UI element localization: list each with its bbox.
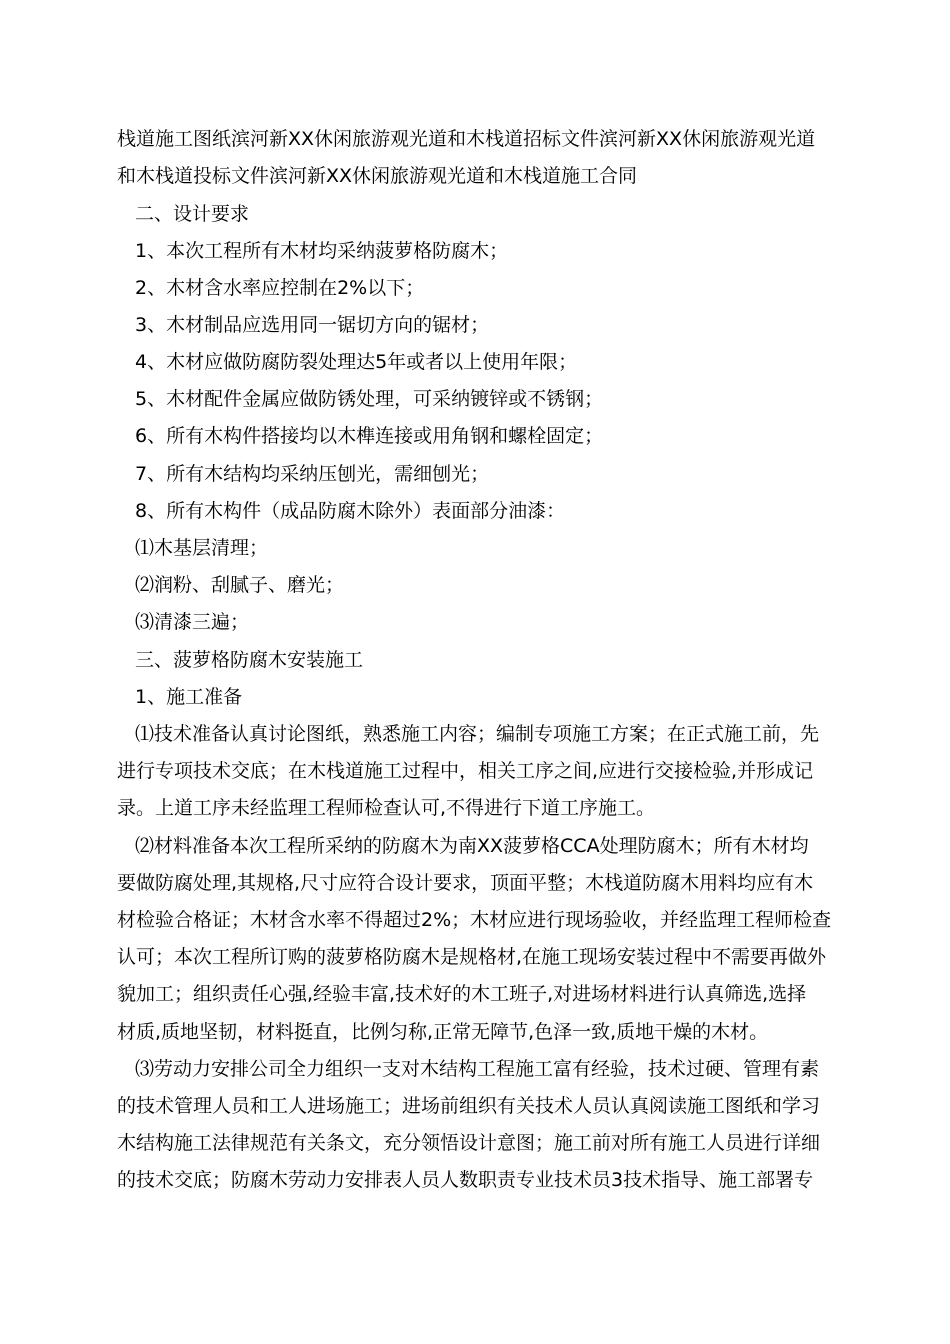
section-heading: 三、菠萝格防腐木安装施工 xyxy=(135,649,364,671)
list-item: 4、木材应做防腐防裂处理达5年或者以上使用年限； xyxy=(135,351,578,373)
list-item: 5、木材配件金属应做防锈处理，可采纳镀锌或不锈钢； xyxy=(135,388,604,410)
text-line: 和木栈道投标文件滨河新XX休闲旅游观光道和木栈道施工合同 xyxy=(117,165,638,187)
paragraph-line: ⑵材料准备本次工程所采纳的防腐木为南XX菠萝格CCA处理防腐木；所有木材均 xyxy=(135,835,809,857)
paragraph-line: 貌加工；组织责任心强,经验丰富,技术好的木工班子,对进场材料进行认真筛选,选择 xyxy=(117,983,807,1005)
list-item: 6、所有木构件搭接均以木榫连接或用角钢和螺栓固定； xyxy=(135,425,604,447)
paragraph-line: 材质,质地坚韧，材料挺直，比例匀称,正常无障节,色泽一致,质地干燥的木材。 xyxy=(117,1021,769,1043)
paragraph-line: 认可；本次工程所订购的菠萝格防腐木是规格材,在施工现场安装过程中不需要再做外 xyxy=(117,946,827,968)
list-item: 8、所有木构件（成品防腐木除外）表面部分油漆： xyxy=(135,500,566,522)
paragraph-line: 进行专项技术交底；在木栈道施工过程中，相关工序之间,应进行交接检验,并形成记 xyxy=(117,760,814,782)
paragraph-line: ⑶劳动力安排公司全力组织一支对木结构工程施工富有经验，技术过硬、管理有素 xyxy=(135,1058,820,1080)
paragraph-line: 材检验合格证；木材含水率不得超过2%；木材应进行现场验收，并经监理工程师检查 xyxy=(117,909,832,931)
list-item: 2、木材含水率应控制在2%以下； xyxy=(135,277,425,299)
paragraph-line: ⑴技术准备认真讨论图纸，熟悉施工内容；编制专项施工方案；在正式施工前，先 xyxy=(135,723,820,745)
section-heading: 二、设计要求 xyxy=(135,203,250,225)
text-line: 栈道施工图纸滨河新XX休闲旅游观光道和木栈道招标文件滨河新XX休闲旅游观光道 xyxy=(117,128,816,150)
sub-item: ⑴木基层清理； xyxy=(135,537,269,559)
sub-item: ⑶清漆三遍； xyxy=(135,611,250,633)
list-item: 1、本次工程所有木材均采纳菠萝格防腐木； xyxy=(135,240,509,262)
sub-item: ⑵润粉、刮腻子、磨光； xyxy=(135,574,345,596)
paragraph-line: 木结构施工法律规范有关条文，充分领悟设计意图；施工前对所有施工人员进行详细 xyxy=(117,1132,821,1154)
paragraph-line: 要做防腐处理,其规格,尺寸应符合设计要求，顶面平整；木栈道防腐木用料均应有木 xyxy=(117,872,814,894)
list-item: 7、所有木结构均采纳压刨光，需细刨光； xyxy=(135,463,490,485)
paragraph-line: 录。上道工序未经监理工程师检查认可,不得进行下道工序施工。 xyxy=(117,797,656,819)
paragraph-line: 的技术交底；防腐木劳动力安排表人员人数职责专业技术员3技术指导、施工部署专 xyxy=(117,1169,814,1191)
subsection-heading: 1、施工准备 xyxy=(135,686,243,708)
list-item: 3、木材制品应选用同一锯切方向的锯材； xyxy=(135,314,490,336)
paragraph-line: 的技术管理人员和工人进场施工；进场前组织有关技术人员认真阅读施工图纸和学习 xyxy=(117,1095,821,1117)
